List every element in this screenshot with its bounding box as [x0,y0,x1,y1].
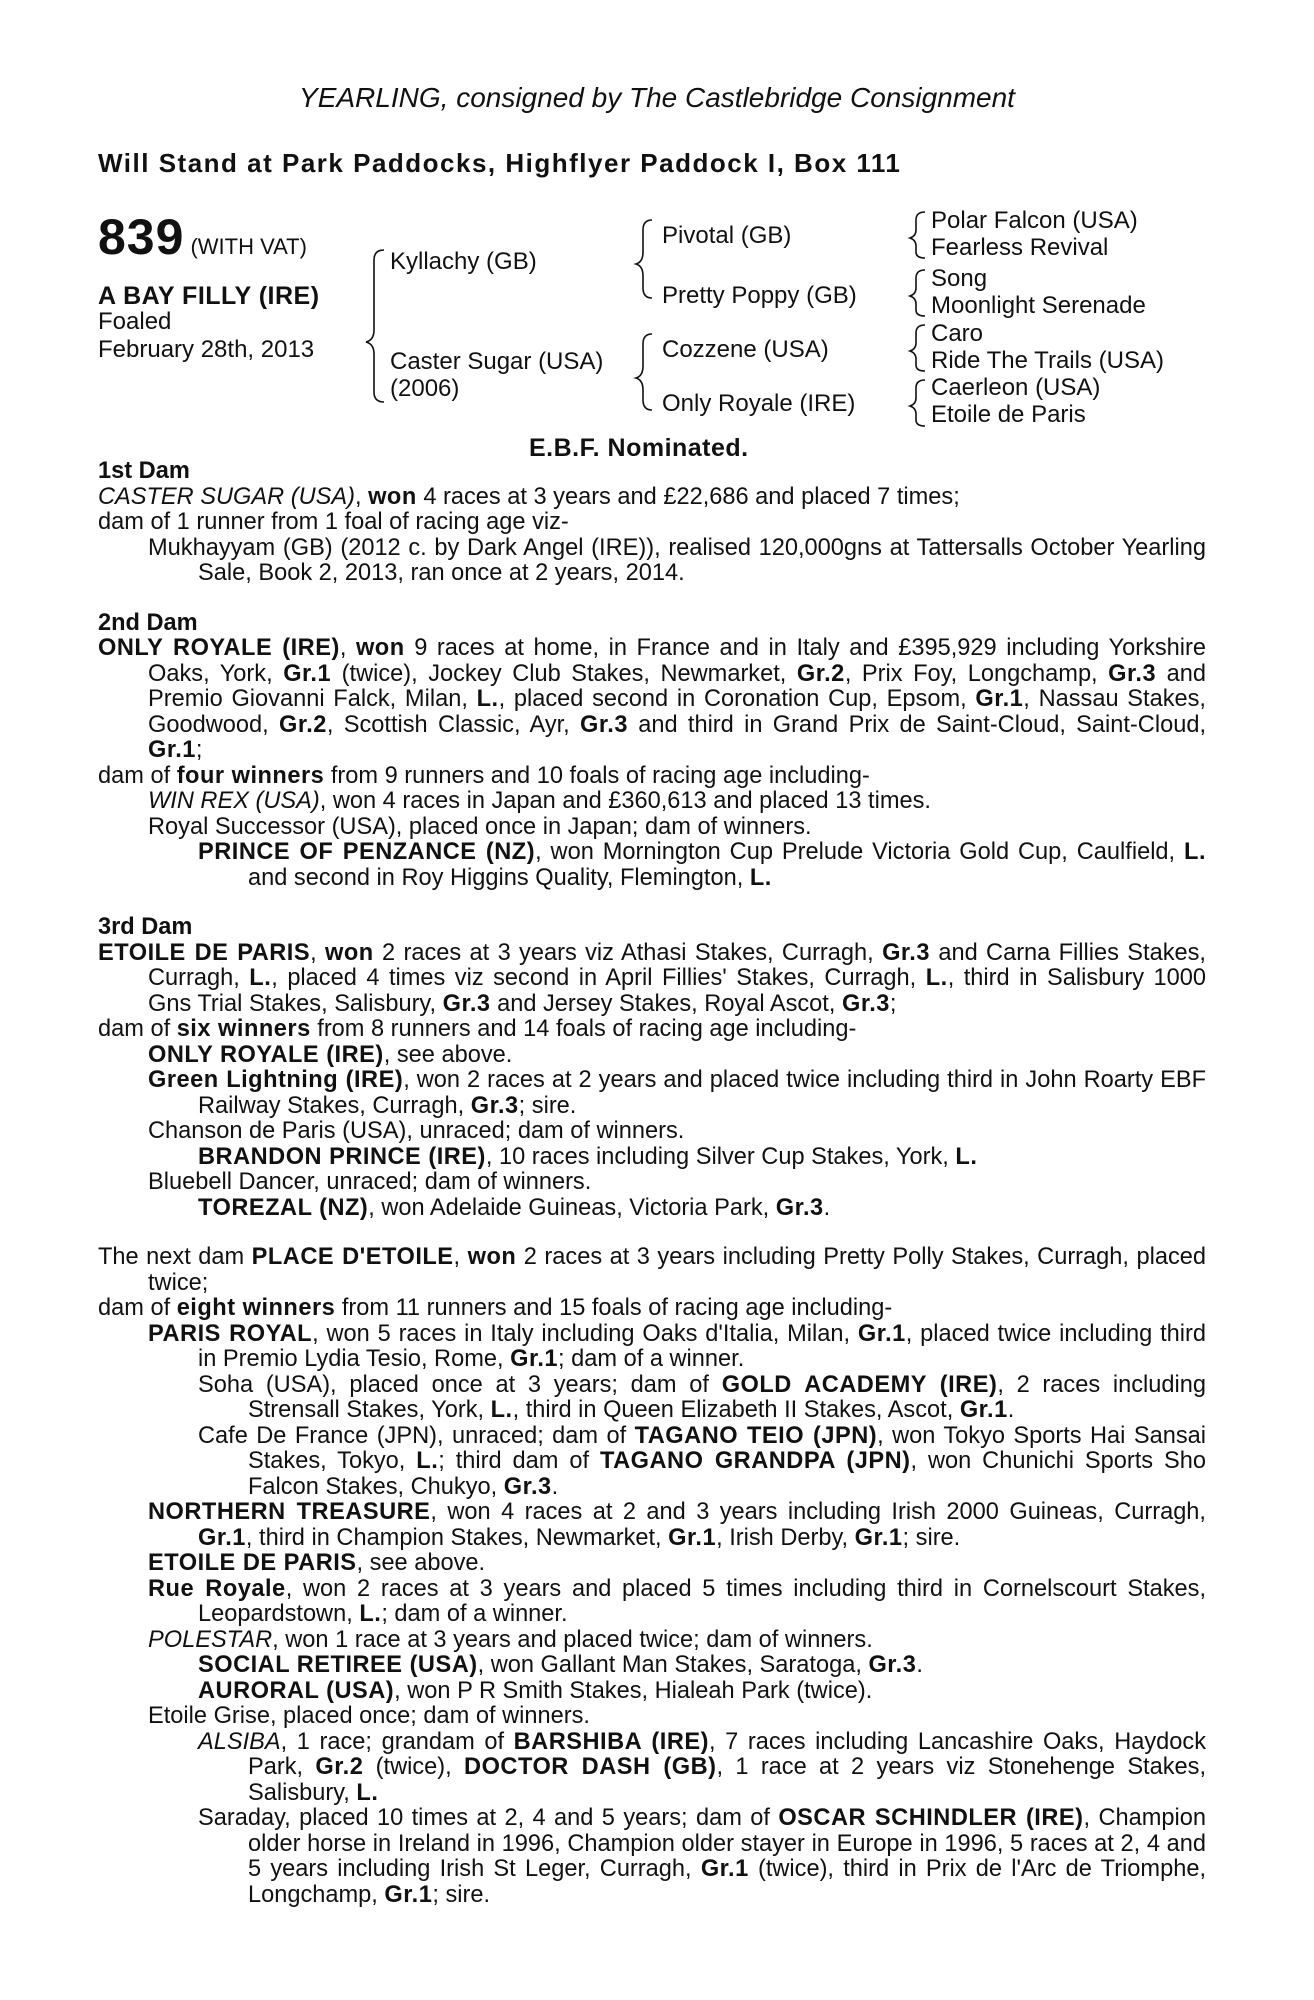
rue-royale: Rue Royale, won 2 races at 3 years and placed 5 times including third in Cornelscourt Stakes, Leopardstown, L.; dam of a winner. [148,1575,1207,1627]
ped-sss: Polar Falcon (USA) [931,207,1138,234]
first-dam-line: CASTER SUGAR (USA), won 4 races at 3 years and £22,686 and placed 7 times; [98,483,960,510]
ped-sdd: Moonlight Serenade [931,292,1146,319]
dam-sire: Cozzene (USA) [662,336,829,363]
stand-location: Will Stand at Park Paddocks, Highflyer Paddock I, Box 111 [98,148,902,178]
horse-name: A BAY FILLY (IRE) [98,282,320,310]
alsiba: ALSIBA, 1 race; grandam of BARSHIBA (IRE), 7 races including Lancashire Oaks, Haydock Park, Gr.2 (twice), DOCTOR DASH (GB), 1 race at 2 years viz Stonehenge Stakes, Salisbury, L. [198,1728,1207,1806]
first-dam-heading: 1st Dam [98,458,190,484]
etoile-grise: Etoile Grise, placed once; dam of winners. [148,1703,590,1729]
lot-number: 839 [98,209,185,265]
dam: Caster Sugar (USA) [390,348,604,375]
northern-treasure: NORTHERN TREASURE, won 4 races at 2 and 3 years including Irish 2000 Guineas, Curragh, Gr.1, third in Champion Stakes, Newmarket, Gr.1, Irish Derby, Gr.1; sire. [148,1499,1206,1551]
polestar: POLESTAR, won 1 race at 3 years and placed twice; dam of winners. [148,1626,873,1653]
green-lightning: Green Lightning (IRE), won 2 races at 2 years and placed twice including third in John Roarty EBF Railway Stakes, Curragh, Gr.3; sire. [148,1067,1206,1119]
brandon-prince: BRANDON PRINCE (IRE), 10 races including Silver Cup Stakes, York, L. [198,1143,978,1170]
dam-dam: Only Royale (IRE) [662,390,856,417]
royal-successor: Royal Successor (USA), placed once in Japan; dam of winners. [148,813,812,840]
sire-dam: Pretty Poppy (GB) [662,282,857,309]
consignor-line: YEARLING, consigned by The Castlebridge Consignment [299,82,1015,113]
etoile-de-paris-ref: ETOILE DE PARIS, see above. [148,1550,486,1576]
prince-of-penzance: PRINCE OF PENZANCE (NZ), won Mornington Cup Prelude Victoria Gold Cup, Caulfield, L. and second in Roy Higgins Quality, Flemington, L. [198,839,1206,891]
soha: Soha (USA), placed once at 3 years; dam of GOLD ACADEMY (IRE), 2 races including Strensall Stakes, York, L., third in Queen Elizabeth II Stakes, Ascot, Gr.1. [198,1371,1206,1423]
foal-date: February 28th, 2013 [98,336,315,363]
vat-note: (WITH VAT) [190,234,307,259]
ebf-nominated: E.B.F. Nominated. [529,434,749,462]
auroral: AURORAL (USA), won P R Smith Stakes, Hialeah Park (twice). [198,1677,873,1704]
cafe-de-france: Cafe De France (JPN), unraced; dam of TAGANO TEIO (JPN), won Tokyo Sports Hai Sansai Stakes, Tokyo, L.; third dam of TAGANO GRANDPA (JPN), won Chunichi Sports Sho Falcon Stakes, Chukyo, Gr.3. [198,1422,1206,1500]
win-rex: WIN REX (USA), won 4 races in Japan and £360,613 and placed 13 times. [148,788,931,814]
first-dam-offspring: Mukhayyam (GB) (2012 c. by Dark Angel (IRE)), realised 120,000gns at Tattersalls October Yearling Sale, Book 2, 2013, ran once at 2 years, 2014. [148,534,1206,586]
ped-dsd: Ride The Trails (USA) [931,347,1164,374]
sire-sire: Pivotal (GB) [662,222,792,249]
ped-sds: Song [931,265,988,292]
second-dam-heading: 2nd Dam [98,609,198,636]
ped-ddd: Etoile de Paris [931,401,1086,428]
third-dam-heading: 3rd Dam [98,914,193,940]
next-dam-produce: dam of eight winners from 11 runners and 15 foals of racing age including- [98,1295,893,1321]
second-dam-produce: dam of four winners from 9 runners and 10 foals of racing age including- [98,762,870,789]
dam-year: (2006) [390,375,460,402]
torezal: TOREZAL (NZ), won Adelaide Guineas, Victoria Park, Gr.3. [198,1194,831,1221]
next-dam-record: The next dam PLACE D'ETOILE, won 2 races at 3 years including Pretty Polly Stakes, Curragh, placed twice; [98,1244,1206,1296]
sire: Kyllachy (GB) [390,248,537,275]
only-royale-ref: ONLY ROYALE (IRE), see above. [148,1041,513,1068]
bluebell-dancer: Bluebell Dancer, unraced; dam of winners. [148,1169,592,1195]
saraday: Saraday, placed 10 times at 2, 4 and 5 years; dam of OSCAR SCHINDLER (IRE), Champion older horse in Ireland in 1996, Champion older stayer in Europe in 1996, 5 races at 2, 4 and 5 years including Irish St Leger, Curragh, Gr.1 (twice), third in Prix de l'Arc de Triomphe, Longchamp, Gr.1; sire. [198,1805,1207,1908]
third-dam-produce: dam of six winners from 8 runners and 14 foals of racing age including- [98,1016,857,1042]
second-dam-record: ONLY ROYALE (IRE), won 9 races at home, in France and in Italy and £395,929 including Yorkshire Oaks, York, Gr.1 (twice), Jockey Club Stakes, Newmarket, Gr.2, Prix Foy, Longchamp, Gr.3 and Premio Giovanni Falck, Milan, L., placed second in Coronation Cup, Epsom, Gr.1, Nassau Stakes, Goodwood, Gr.2, Scottish Classic, Ayr, Gr.3 and third in Grand Prix de Saint-Cloud, Saint-Cloud, Gr.1; [98,635,1207,763]
paris-royal: PARIS ROYAL, won 5 races in Italy including Oaks d'Italia, Milan, Gr.1, placed twice including third in Premio Lydia Tesio, Rome, Gr.1; dam of a winner. [148,1320,1206,1372]
dam-history [98,459,1206,1908]
first-dam-produce: dam of 1 runner from 1 foal of racing age viz- [98,509,569,535]
social-retiree: SOCIAL RETIREE (USA), won Gallant Man Stakes, Saratoga, Gr.3. [198,1652,923,1678]
ped-dss: Caro [931,320,984,347]
ped-ssd: Fearless Revival [931,234,1109,261]
foaled-label: Foaled [98,308,172,335]
chanson-de-paris: Chanson de Paris (USA), unraced; dam of winners. [148,1118,685,1144]
third-dam-record: ETOILE DE PARIS, won 2 races at 3 years viz Athasi Stakes, Curragh, Gr.3 and Carna Fillies Stakes, Curragh, L., placed 4 times viz second in April Fillies' Stakes, Curragh, L., third in Salisbury 1000 Gns Trial Stakes, Salisbury, Gr.3 and Jersey Stakes, Royal Ascot, Gr.3; [98,939,1206,1017]
ped-dds: Caerleon (USA) [931,374,1101,401]
